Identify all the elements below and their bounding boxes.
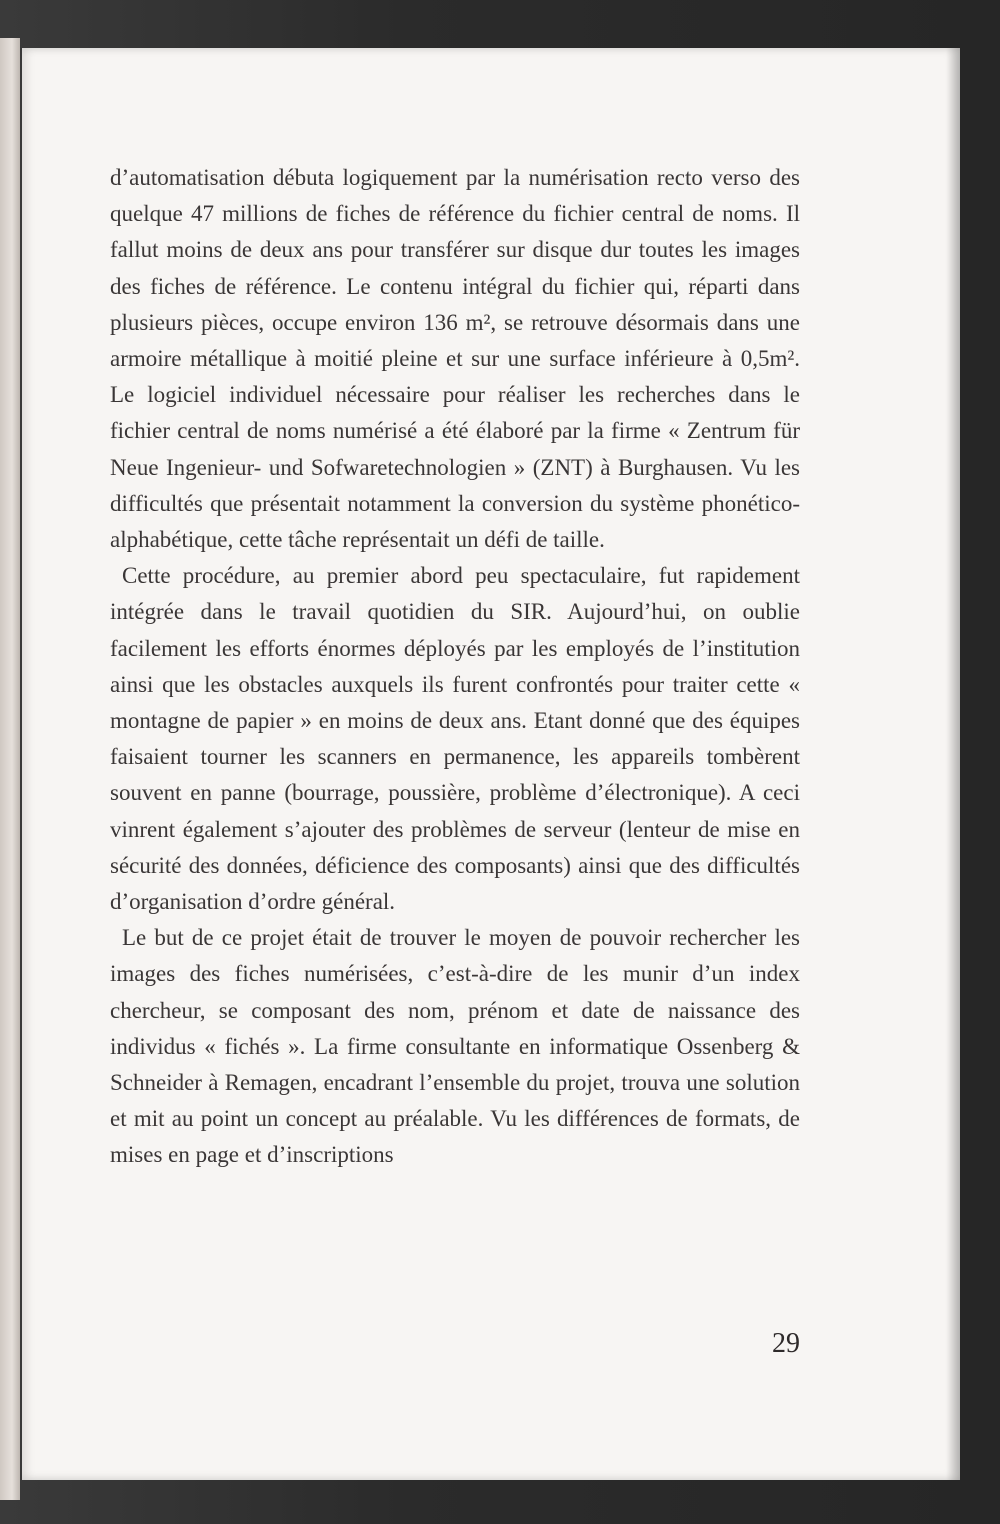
body-text — [110, 160, 800, 1174]
paragraph-2: Cette procédure, au premier abord peu spectaculaire, fut rapidement intégrée dans le travail quotidien du SIR. Aujourd’hui, on oublie facilement les efforts énormes déployés par les employés de l’institution ainsi que les obstacles auxquels ils furent confrontés pour traiter cette « montagne de papier » en moins de deux ans. Etant donné que des équipes faisaient tourner les scanners en permanence, les appareils tombèrent souvent en panne (bourrage, poussière, problème d’électronique). A ceci vinrent également s’ajouter des problèmes de serveur (lenteur de mise en sécurité des données, déficience des composants) ainsi que des difficultés d’organisation d’ordre général. — [110, 563, 800, 915]
paragraph-1: d’automatisation débuta logiquement par la numérisation recto verso des quelque 47 millions de fiches de référence du fichier central de noms. Il fallut moins de deux ans pour transférer sur disque dur toutes les images des fiches de référence. Le contenu intégral du fichier qui, réparti dans plusieurs pièces, occupe environ 136 m², se retrouve désormais dans une armoire métallique à moitié pleine et sur une surface inférieure à 0,5m². Le logiciel individuel nécessaire pour réaliser les recherches dans le fichier central de noms numérisé a été élaboré par la firme « Zentrum für Neue Ingenieur- und Sofwaretechnologien » (ZNT) à Burghausen. Vu les difficultés que présentait notamment la conversion du système phonético-alphabétique, cette tâche représentait un défi de taille. — [110, 165, 800, 553]
page-gutter-shadow — [946, 48, 960, 1480]
page-number: 29 — [772, 1328, 800, 1359]
left-page-edge — [0, 38, 20, 1500]
paragraph-3: Le but de ce projet était de trouver le moyen de pouvoir rechercher les images des fiches numérisées, c’est-à-dire de les munir d’un index chercheur, se composant des nom, prénom et date de naissance des individus « fichés ». La firme consultante en informatique Ossenberg & Schneider à Remagen, encadrant l’ensemble du projet, trouva une solution et mit au point un concept au préalable. Vu les différences de formats, de mises en page et d’inscriptions — [110, 925, 800, 1168]
